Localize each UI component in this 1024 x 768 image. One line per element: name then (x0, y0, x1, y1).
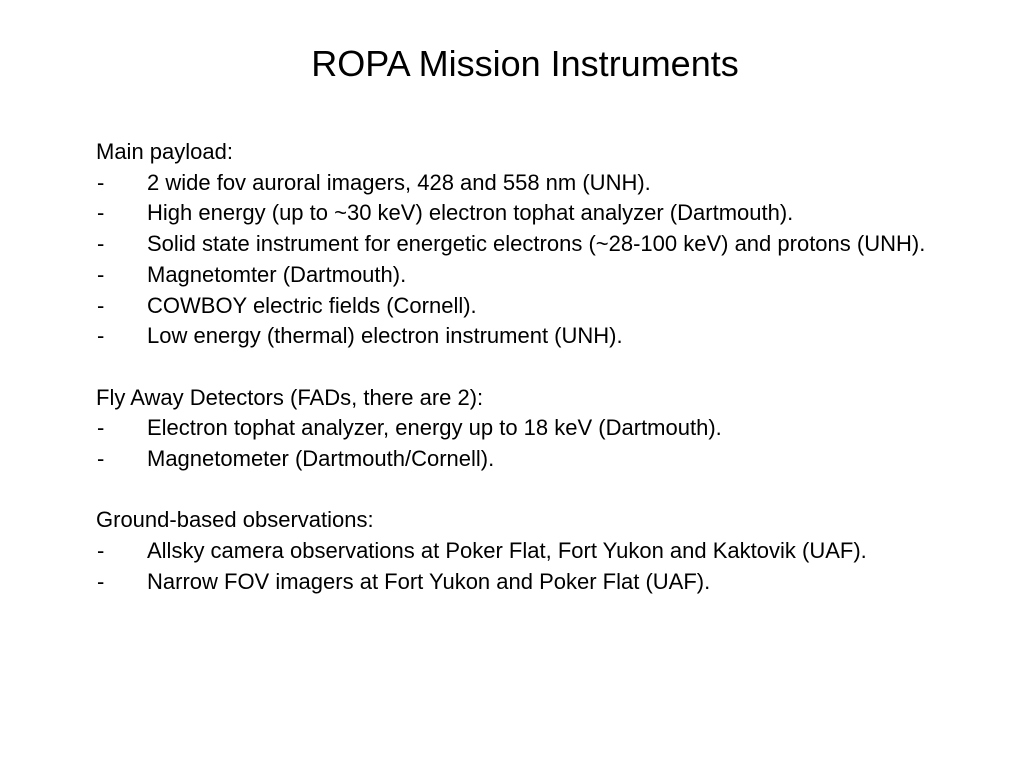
list-item (96, 321, 936, 352)
bullet-dash: - (97, 200, 105, 226)
item-list (96, 413, 936, 474)
list-item (96, 567, 936, 598)
list-item (96, 260, 936, 291)
item-text: Magnetometer (Dartmouth/Cornell). (147, 446, 495, 472)
item-text: Electron tophat analyzer, energy up to 18 keV (Dartmouth). (147, 415, 722, 441)
slide-content (96, 137, 936, 598)
section-spacer (96, 475, 936, 506)
item-text: COWBOY electric fields (Cornell). (147, 292, 477, 318)
list-item (96, 444, 936, 475)
item-text: 2 wide fov auroral imagers, 428 and 558 nm (UNH). (147, 169, 651, 195)
item-text: High energy (up to ~30 keV) electron tophat analyzer (Dartmouth). (147, 200, 794, 226)
bullet-dash: - (97, 169, 105, 195)
section-fly-away-detectors (96, 383, 936, 475)
item-text: Magnetomter (Dartmouth). (147, 261, 407, 287)
item-text: Low energy (thermal) electron instrument (UNH). (147, 323, 623, 349)
section-ground-based (96, 505, 936, 597)
bullet-dash: - (97, 415, 105, 441)
section-main-payload (96, 137, 936, 352)
item-list (96, 536, 936, 597)
item-text: Narrow FOV imagers at Fort Yukon and Poker Flat (UAF). (147, 568, 711, 594)
list-item (96, 168, 936, 199)
item-list (96, 168, 936, 352)
bullet-dash: - (97, 323, 105, 349)
slide-title: ROPA Mission Instruments (311, 43, 739, 84)
bullet-dash: - (97, 446, 105, 472)
section-heading: Fly Away Detectors (FADs, there are 2): (96, 384, 484, 410)
list-item (96, 229, 936, 260)
list-item (96, 291, 936, 322)
bullet-dash: - (97, 261, 105, 287)
bullet-dash: - (97, 231, 105, 257)
section-heading: Main payload: (96, 139, 233, 164)
bullet-dash: - (97, 538, 105, 564)
section-spacer (96, 352, 936, 383)
section-heading: Ground-based observations: (96, 507, 374, 533)
bullet-dash: - (97, 292, 105, 318)
list-item (96, 198, 936, 229)
item-text: Allsky camera observations at Poker Flat, Fort Yukon and Kaktovik (UAF). (147, 538, 867, 564)
item-text: Solid state instrument for energetic electrons (~28-100 keV) and protons (UNH). (147, 231, 926, 257)
bullet-dash: - (97, 568, 105, 594)
list-item (96, 536, 936, 567)
list-item (96, 413, 936, 444)
